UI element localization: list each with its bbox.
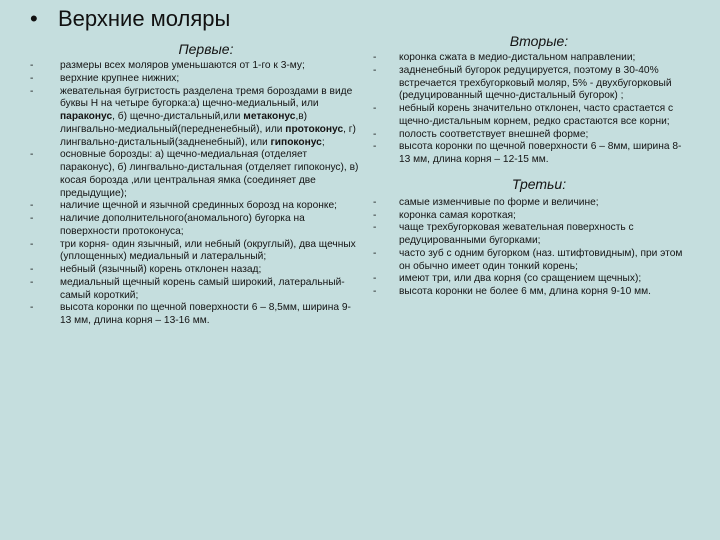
- item-text: ,в) лингвально-медиальный(передненебный), или: [60, 111, 308, 135]
- item-text: часто зуб с одним бугорком (наз. штифтовидным), при этом он обычно имеет один тонкий корень;: [399, 247, 683, 272]
- dash-bullet: -: [373, 247, 377, 259]
- item-text: , г) лингвально-дистальный(задненебный), или: [60, 123, 356, 148]
- item-text: наличие щечной и язычной срединных борозд на коронке;: [60, 200, 337, 212]
- third-molars-list: [365, 197, 693, 299]
- dash-bullet: -: [373, 128, 377, 140]
- list-item: [365, 103, 693, 129]
- item-text: медиальный щечный корень самый широкий, латеральный- самый короткий;: [60, 276, 345, 301]
- second-molars-list: [365, 52, 693, 167]
- list-item: [22, 60, 360, 73]
- item-text: высота коронки по щечной поверхности 6 – 8,5мм, ширина 9- 13 мм, длина корня – 13-16 мм.: [60, 302, 351, 326]
- item-text: наличие дополнительного(аномального) бугорка на поверхности протоконуса;: [60, 213, 305, 237]
- list-item: [365, 129, 693, 142]
- item-text: высота коронки по щечной поверхности 6 – 8мм, ширина 8- 13 мм, длина корня – 12-15 мм.: [399, 141, 682, 165]
- first-molars-list: [22, 60, 360, 328]
- dash-bullet: -: [373, 273, 377, 285]
- item-text: задненебный бугорок редуцируется, поэтому в 30-40% встречается трехбугорковый моляр, 5% - двухбугорковый (редуцированный щечно-дистальный бугорок) ;: [399, 64, 672, 102]
- list-item: [22, 277, 360, 303]
- list-item: [22, 302, 360, 328]
- dash-bullet: -: [30, 264, 34, 275]
- cusp-term: метаконус: [243, 111, 296, 122]
- dash-bullet: -: [373, 141, 377, 153]
- item-text: небный корень значительно отклонен, часто срастается с щечно-дистальным корнем, редко срастаются все корни;: [399, 103, 674, 127]
- list-item: [365, 248, 693, 274]
- dash-bullet: -: [30, 60, 34, 71]
- first-molars-column: [22, 40, 360, 328]
- right-column: [365, 32, 693, 299]
- list-item: [22, 264, 360, 277]
- first-molars-heading: Первые:: [178, 41, 234, 57]
- item-text: коронка сжата в медио-дистальном направлении;: [399, 52, 636, 63]
- item-text: , б) щечно-дистальный,или: [112, 111, 244, 122]
- list-item: [365, 141, 693, 167]
- list-item: [22, 200, 360, 213]
- list-item: [22, 149, 360, 200]
- item-text: небный (язычный) корень отклонен назад;: [60, 264, 262, 275]
- dash-bullet: -: [30, 302, 34, 314]
- list-item: [365, 286, 693, 299]
- dash-bullet: -: [373, 64, 377, 76]
- dash-bullet: -: [373, 209, 377, 221]
- title-text: Верхние моляры: [58, 6, 231, 31]
- dash-bullet: -: [30, 238, 34, 250]
- dash-bullet: -: [373, 103, 377, 114]
- dash-bullet: -: [30, 200, 34, 212]
- cusp-term: параконус: [60, 111, 113, 122]
- dash-bullet: -: [373, 286, 377, 297]
- cusp-term: гипоконус: [270, 136, 322, 148]
- dash-bullet: -: [30, 85, 34, 97]
- dash-bullet: -: [373, 222, 377, 234]
- third-molars-heading: Третьи:: [511, 175, 567, 192]
- dash-bullet: -: [30, 213, 34, 224]
- item-text: ;: [321, 136, 325, 148]
- item-text: чаще трехбугорковая жевательная поверхность с редуцированными бугорками;: [399, 222, 634, 246]
- dash-bullet: -: [373, 196, 377, 208]
- item-text: размеры всех моляров уменьшаются от 1-го к 3-му;: [60, 60, 305, 71]
- slide-title: [30, 5, 230, 33]
- item-text: коронка самая короткая;: [399, 209, 516, 221]
- list-item: [365, 222, 693, 248]
- list-item: [22, 86, 360, 150]
- item-text: самые изменчивые по форме и величине;: [399, 196, 599, 208]
- dash-bullet: -: [30, 149, 34, 161]
- list-item: [22, 239, 360, 265]
- list-item: [365, 210, 693, 223]
- item-text: основные борозды: а) щечно-медиальная (отделяет параконус), б) лингвально-дистальная (отделяет гипоконус), в) косая борозда ,или центральная ямка (соединяет две предыдущие);: [60, 149, 359, 199]
- list-item: [365, 65, 693, 103]
- dash-bullet: -: [30, 72, 34, 84]
- dash-bullet: -: [373, 52, 377, 63]
- list-item: [365, 52, 693, 65]
- list-item: [22, 73, 360, 86]
- item-text: три корня- один язычный, или небный (округлый), два щечных (уплощенных) медиальный и латеральный;: [60, 238, 356, 263]
- title-bullet: •: [30, 6, 38, 31]
- item-text: жевательная бугристость разделена тремя бороздами в виде буквы Н на четыре бугорка:а) щечно-медиальный, или: [60, 85, 353, 110]
- list-item: [22, 213, 360, 239]
- list-item: [365, 273, 693, 286]
- item-text: высота коронки не более 6 мм, длина корня 9-10 мм.: [399, 286, 651, 297]
- second-molars-heading: Вторые:: [509, 33, 569, 49]
- item-text: верхние крупнее нижних;: [60, 72, 180, 84]
- item-text: имеют три, или два корня (со сращением щечных);: [399, 273, 642, 285]
- dash-bullet: -: [30, 276, 34, 288]
- cusp-term: протоконус: [285, 123, 344, 135]
- item-text: полость соответствует внешней форме;: [399, 128, 589, 140]
- list-item: [365, 197, 693, 210]
